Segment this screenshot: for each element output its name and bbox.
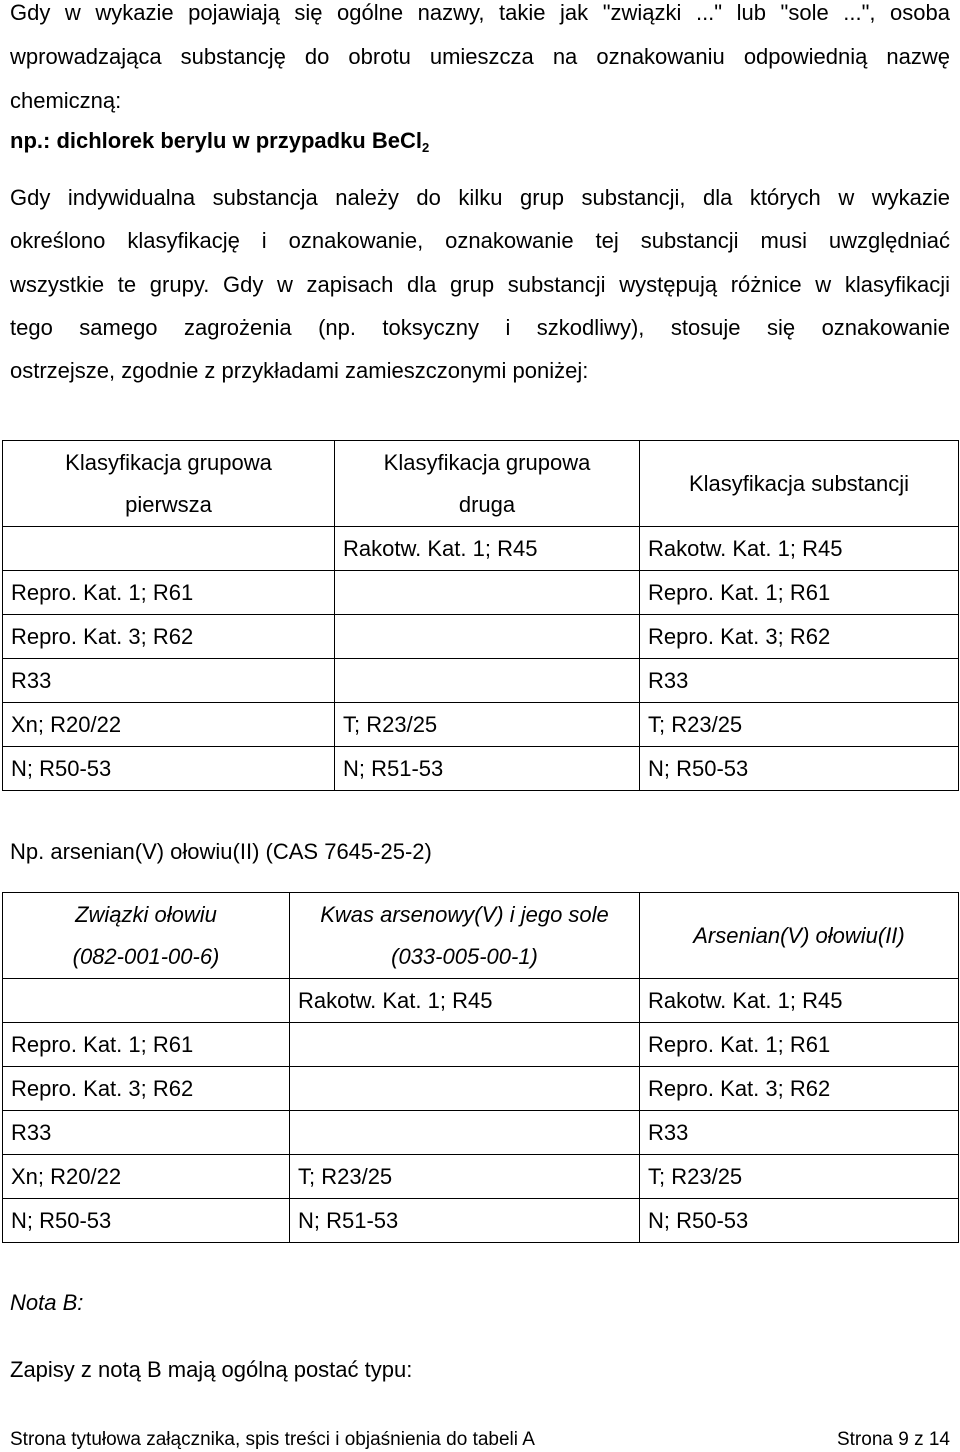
table-cell (290, 1111, 640, 1155)
table-cell: T; R23/25 (640, 1155, 959, 1199)
header-line: Klasyfikacja grupowa (65, 449, 272, 475)
example-2-caption: Np. arsenian(V) ołowiu(II) (CAS 7645-25-2) (10, 839, 432, 864)
table-cell: Rakotw. Kat. 1; R45 (640, 979, 959, 1023)
table-cell: Repro. Kat. 3; R62 (3, 1067, 290, 1111)
table-cell (335, 571, 640, 615)
header-line: Kwas arsenowy(V) i jego sole (320, 901, 609, 927)
paragraph-line-4: tego samego zagrożenia (np. toksyczny i szkodliwy), stosuje się oznakowanie (10, 315, 950, 340)
table-row (3, 615, 959, 659)
paragraph-line-2: określono klasyfikację i oznakowanie, oznakowanie tej substancji musi uwzględniać (10, 228, 950, 253)
table-cell: R33 (640, 659, 959, 703)
intro-line-1: Gdy w wykazie pojawiają się ogólne nazwy, takie jak "związki ..." lub "sole ...", osoba (10, 0, 950, 25)
header-line: Klasyfikacja substancji (688, 470, 910, 496)
table-cell: N; R51-53 (290, 1199, 640, 1243)
header-line: Arsenian(V) ołowiu(II) (693, 922, 905, 948)
table-row (3, 527, 959, 571)
table-header-row (3, 893, 959, 979)
paragraph-line-5: ostrzejsze, zgodnie z przykładami zamieszczonymi poniżej: (10, 358, 589, 383)
table-row (3, 1199, 959, 1243)
header-line: Klasyfikacja grupowa (383, 449, 591, 475)
paragraph-line-1: Gdy indywidualna substancja należy do kilku grup substancji, dla których w wykazie (10, 185, 950, 210)
table-cell (335, 659, 640, 703)
example-text: : dichlorek berylu w przypadku BeCl (43, 128, 422, 153)
header-line: Związki ołowiu (75, 901, 217, 927)
header-first-group (3, 441, 335, 527)
nota-b-title: Nota B: (10, 1290, 84, 1315)
table-cell: N; R50-53 (3, 747, 335, 791)
footer-right: Strona 9 z 14 (836, 1429, 950, 1450)
header-second-group (335, 441, 640, 527)
table-cell: R33 (3, 1111, 290, 1155)
table-cell: Repro. Kat. 3; R62 (640, 1067, 959, 1111)
paragraph-line-3: wszystkie te grupy. Gdy w zapisach dla grup substancji występują różnice w klasyfikacji (10, 272, 950, 297)
table-cell: Rakotw. Kat. 1; R45 (335, 527, 640, 571)
header-line: (033-005-00-1) (391, 943, 538, 969)
table-cell (3, 979, 290, 1023)
table-cell: Repro. Kat. 1; R61 (3, 571, 335, 615)
nota-b-text: Zapisy z notą B mają ogólną postać typu: (10, 1357, 413, 1382)
header-lead-compounds (3, 893, 290, 979)
table-row (3, 659, 959, 703)
table-cell (290, 1023, 640, 1067)
table-cell: T; R23/25 (640, 703, 959, 747)
table-cell (290, 1067, 640, 1111)
table-cell: R33 (3, 659, 335, 703)
header-line: druga (458, 491, 516, 517)
intro-line-2: wprowadzająca substancję do obrotu umieszcza na oznakowaniu odpowiednią nazwę (10, 44, 950, 69)
table-row (3, 1111, 959, 1155)
table-row (3, 747, 959, 791)
example-prefix: np. (10, 128, 43, 153)
table-header-row (3, 441, 959, 527)
table-row (3, 703, 959, 747)
intro-line-3: chemiczną: (10, 88, 122, 113)
table-row (3, 979, 959, 1023)
header-arsenic-acid (290, 893, 640, 979)
table-cell: R33 (640, 1111, 959, 1155)
example-line (10, 130, 429, 159)
table-cell: Repro. Kat. 3; R62 (640, 615, 959, 659)
table-cell: Repro. Kat. 1; R61 (3, 1023, 290, 1067)
table-cell: Rakotw. Kat. 1; R45 (290, 979, 640, 1023)
table-cell: N; R50-53 (640, 747, 959, 791)
table-cell: T; R23/25 (290, 1155, 640, 1199)
table-cell (3, 527, 335, 571)
table-cell: N; R50-53 (640, 1199, 959, 1243)
table-cell: N; R51-53 (335, 747, 640, 791)
table-row (3, 1023, 959, 1067)
table-cell: Xn; R20/22 (3, 703, 335, 747)
footer-left: Strona tytułowa załącznika, spis treści i objaśnienia do tabeli A (10, 1429, 535, 1450)
table-cell: T; R23/25 (335, 703, 640, 747)
example-subscript: 2 (421, 140, 430, 155)
table-row (3, 571, 959, 615)
header-lead-arsenate (640, 893, 959, 979)
table-cell: Repro. Kat. 1; R61 (640, 1023, 959, 1067)
header-line: (082-001-00-6) (72, 943, 220, 969)
table-cell: Repro. Kat. 3; R62 (3, 615, 335, 659)
table-cell: Xn; R20/22 (3, 1155, 290, 1199)
table-row (3, 1067, 959, 1111)
table-cell: N; R50-53 (3, 1199, 290, 1243)
header-line: pierwsza (125, 491, 212, 517)
table-cell: Rakotw. Kat. 1; R45 (640, 527, 959, 571)
table-cell: Repro. Kat. 1; R61 (640, 571, 959, 615)
table-cell (335, 615, 640, 659)
table-row (3, 1155, 959, 1199)
header-substance (640, 441, 959, 527)
classification-table-1 (2, 440, 959, 791)
classification-table-2 (2, 892, 959, 1243)
